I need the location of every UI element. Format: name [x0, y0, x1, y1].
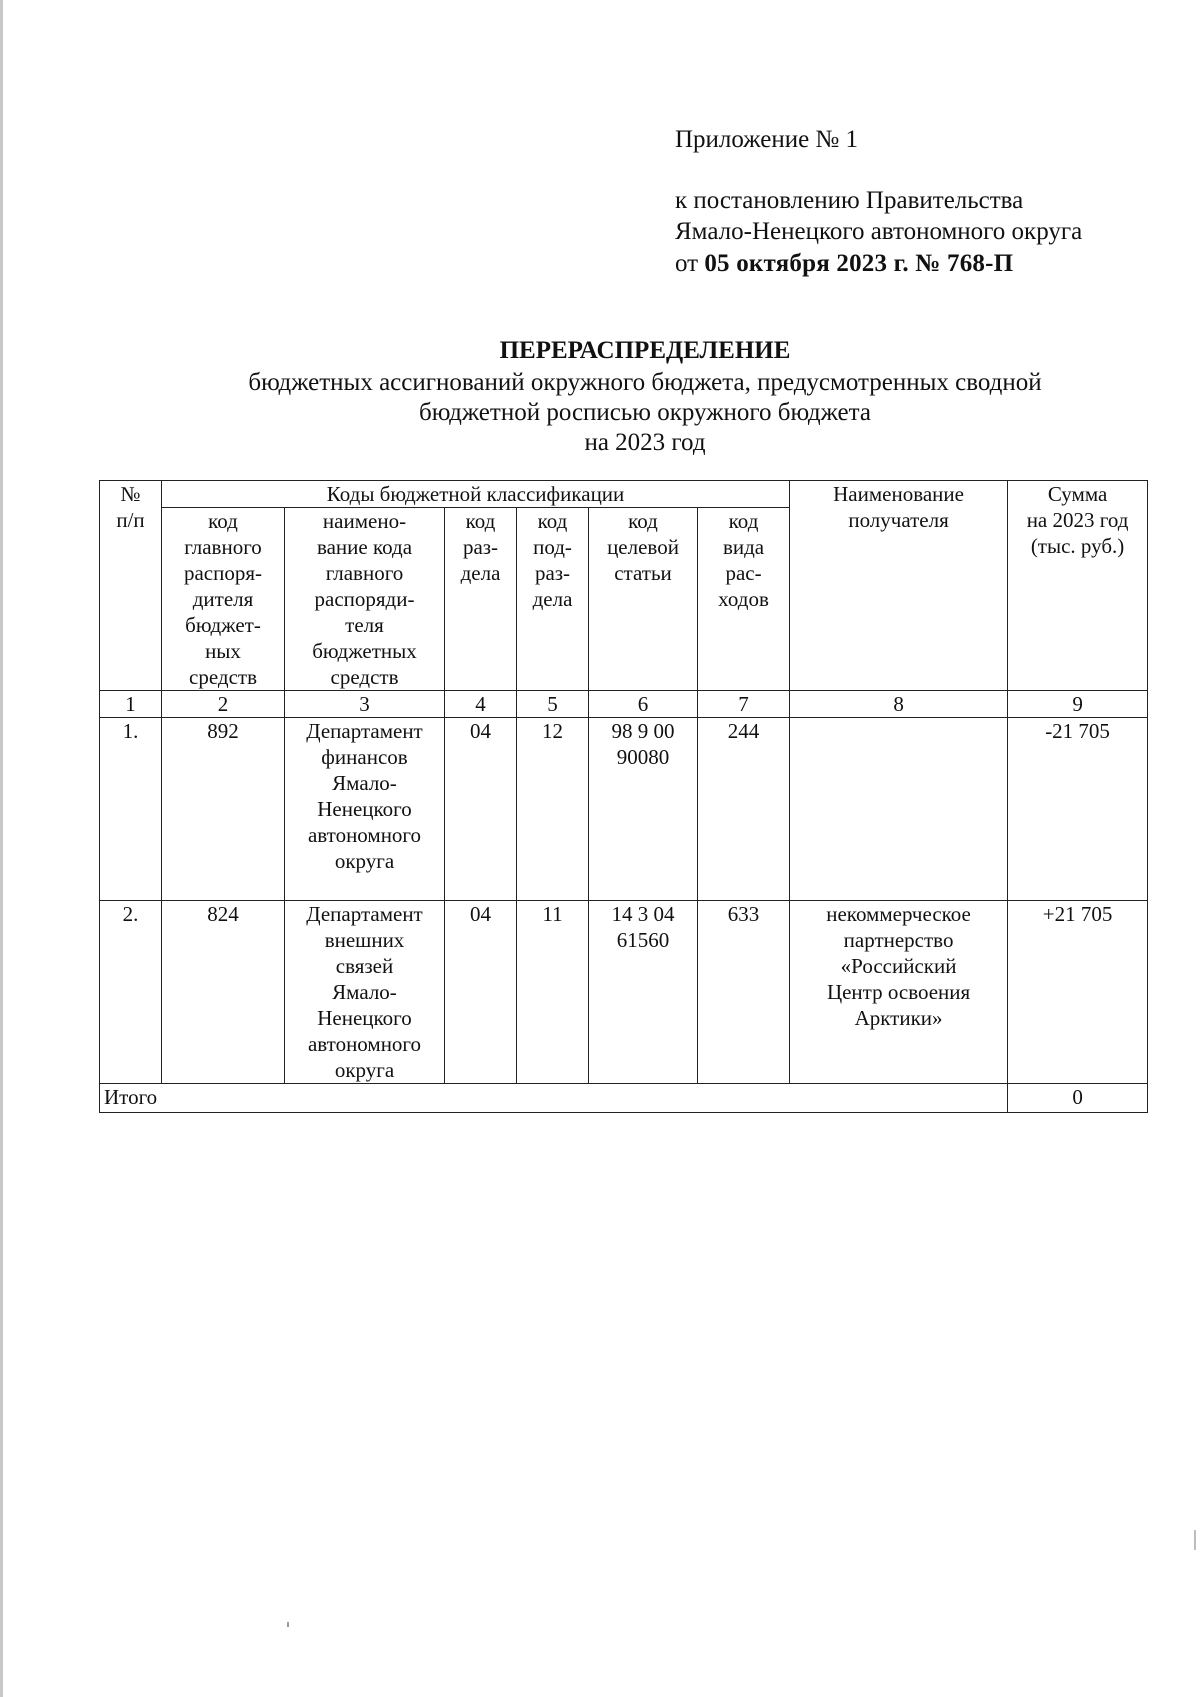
annex-title: Приложение № 1	[675, 126, 859, 153]
row-target: 98 9 00 90080	[589, 718, 698, 901]
column-number: 2	[162, 691, 285, 718]
row-expense: 244	[698, 718, 790, 901]
header-manager-code: код главного распоря- дителя бюджет- ных средств	[162, 508, 285, 691]
row-subsection: 11	[517, 901, 589, 1084]
column-number: 9	[1008, 691, 1148, 718]
total-label: Итого	[100, 1084, 1008, 1113]
row-recipient	[790, 718, 1008, 901]
document-title: ПЕРЕРАСПРЕДЕЛЕНИЕ	[499, 337, 791, 364]
column-number: 8	[790, 691, 1008, 718]
column-number: 1	[100, 691, 162, 718]
header-recipient: Наименование получателя	[790, 481, 1008, 691]
header-section-code: код раз- дела	[445, 508, 517, 691]
column-number: 3	[285, 691, 445, 718]
row-expense: 633	[698, 901, 790, 1084]
scan-speck	[287, 1622, 289, 1627]
row-manager-name: Департамент внешних связей Ямало- Ненецкого автономного округа	[285, 901, 445, 1084]
annex-line: к постановлению Правительства	[675, 187, 1024, 214]
row-number: 2.	[100, 901, 162, 1084]
column-number-row	[100, 691, 1148, 718]
header-codes-group: Коды бюджетной классификации	[162, 481, 790, 508]
total-row	[100, 1084, 1148, 1113]
row-target: 14 3 04 61560	[589, 901, 698, 1084]
table-header-row	[100, 481, 1148, 508]
annex-date-prefix: от	[675, 250, 705, 277]
column-number: 6	[589, 691, 698, 718]
column-number: 7	[698, 691, 790, 718]
header-target-code: код целевой статьи	[589, 508, 698, 691]
column-number: 5	[517, 691, 589, 718]
header-expense-code: код вида рас- ходов	[698, 508, 790, 691]
row-sum: -21 705	[1008, 718, 1148, 901]
budget-table	[99, 480, 1148, 1113]
row-manager-code: 824	[162, 901, 285, 1084]
header-manager-name: наимено- вание кода главного распоряди- теля бюджетных средств	[285, 508, 445, 691]
header-sum: Сумма на 2023 год (тыс. руб.)	[1008, 481, 1148, 691]
row-section: 04	[445, 901, 517, 1084]
annex-date: 05 октября 2023 г. № 768-П	[704, 250, 1014, 277]
scan-edge	[0, 0, 3, 1697]
annex-date-line	[675, 248, 1013, 280]
annex-line: Ямало-Ненецкого автономного округа	[675, 218, 1083, 245]
column-number: 4	[445, 691, 517, 718]
row-manager-name: Департамент финансов Ямало- Ненецкого автономного округа	[285, 718, 445, 901]
row-sum: +21 705	[1008, 901, 1148, 1084]
row-recipient: некоммерческое партнерство «Российский Центр освоения Арктики»	[790, 901, 1008, 1084]
document-subtitle: бюджетных ассигнований окружного бюджета, предусмотренных сводной	[248, 369, 1042, 396]
header-number: № п/п	[100, 481, 162, 691]
row-subsection: 12	[517, 718, 589, 901]
row-number: 1.	[100, 718, 162, 901]
header-subsection-code: код под- раз- дела	[517, 508, 589, 691]
document-subtitle: на 2023 год	[584, 429, 706, 456]
row-manager-code: 892	[162, 718, 285, 901]
document-subtitle: бюджетной росписью окружного бюджета	[419, 399, 871, 426]
table-row	[100, 901, 1148, 1084]
row-section: 04	[445, 718, 517, 901]
table-row	[100, 718, 1148, 901]
scan-mark	[1194, 1530, 1196, 1550]
total-sum: 0	[1008, 1084, 1148, 1113]
